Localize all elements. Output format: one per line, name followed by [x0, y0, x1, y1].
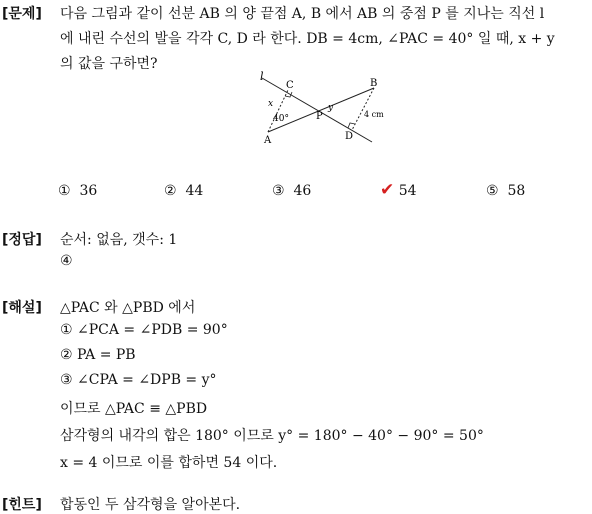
solution-line-4: ③ ∠CPA = ∠DPB = y° [60, 372, 217, 388]
answer-line-1: 순서: 없음, 갯수: 1 [60, 232, 178, 248]
label-y: y [328, 103, 334, 113]
geometry-figure [252, 70, 387, 150]
problem-tag: [문제] [2, 6, 42, 22]
problem-line-2: 에 내린 수선의 발을 각각 C, D 라 한다. DB = 4cm, ∠PAC = 40° 일 때, x + y [60, 31, 555, 47]
checkmark-icon: ✔ [380, 180, 395, 200]
choice-3-num: ③ [272, 183, 285, 199]
choice-2-value: 44 [185, 183, 204, 199]
hint-tag: [힌트] [2, 497, 42, 513]
problem-line-3: 의 값을 구하면? [60, 56, 158, 72]
solution-line-7: x = 4 이므로 이를 합하면 54 이다. [60, 455, 278, 471]
answer-tag: [정답] [2, 232, 42, 248]
label-p: P [316, 111, 323, 122]
label-angle: 40° [273, 114, 289, 124]
problem-line-1: 다음 그림과 같이 선분 AB 의 양 끝점 A, B 에서 AB 의 중점 P 를 지나는 직선 l [60, 6, 545, 22]
solution-tag: [해설] [2, 300, 42, 316]
choice-1-num: ① [58, 183, 71, 199]
choice-2-num: ② [164, 183, 177, 199]
segment-bd [352, 88, 374, 130]
choice-4-value: 54 [398, 183, 417, 199]
label-a: A [264, 135, 272, 146]
solution-line-1: △PAC 와 △PBD 에서 [60, 300, 196, 316]
choice-4[interactable] [380, 180, 417, 200]
label-l: l [260, 70, 264, 83]
solution-line-6: 삼각형의 내각의 합은 180° 이므로 y° = 180° − 40° − 90° = 50° [60, 428, 484, 444]
choice-2[interactable] [164, 183, 203, 199]
label-b: B [370, 78, 378, 89]
label-c: C [286, 80, 294, 91]
hint-text: 합동인 두 삼각형을 알아본다. [60, 497, 241, 513]
choice-5-value: 58 [507, 183, 526, 199]
choice-1[interactable] [58, 183, 97, 199]
label-d: D [345, 131, 354, 142]
solution-line-2: ① ∠PCA = ∠PDB = 90° [60, 322, 228, 338]
segment-ab [268, 88, 374, 132]
label-length: 4 cm [364, 110, 384, 119]
solution-line-5: 이므로 △PAC ≡ △PBD [60, 401, 208, 417]
choice-5-num: ⑤ [486, 183, 499, 199]
choice-1-value: 36 [79, 183, 98, 199]
answer-line-2: ④ [60, 253, 73, 269]
label-x: x [268, 99, 274, 109]
choice-3-value: 46 [293, 183, 312, 199]
solution-line-3: ② PA = PB [60, 347, 136, 363]
choice-3[interactable] [272, 183, 311, 199]
choice-5[interactable] [486, 183, 525, 199]
